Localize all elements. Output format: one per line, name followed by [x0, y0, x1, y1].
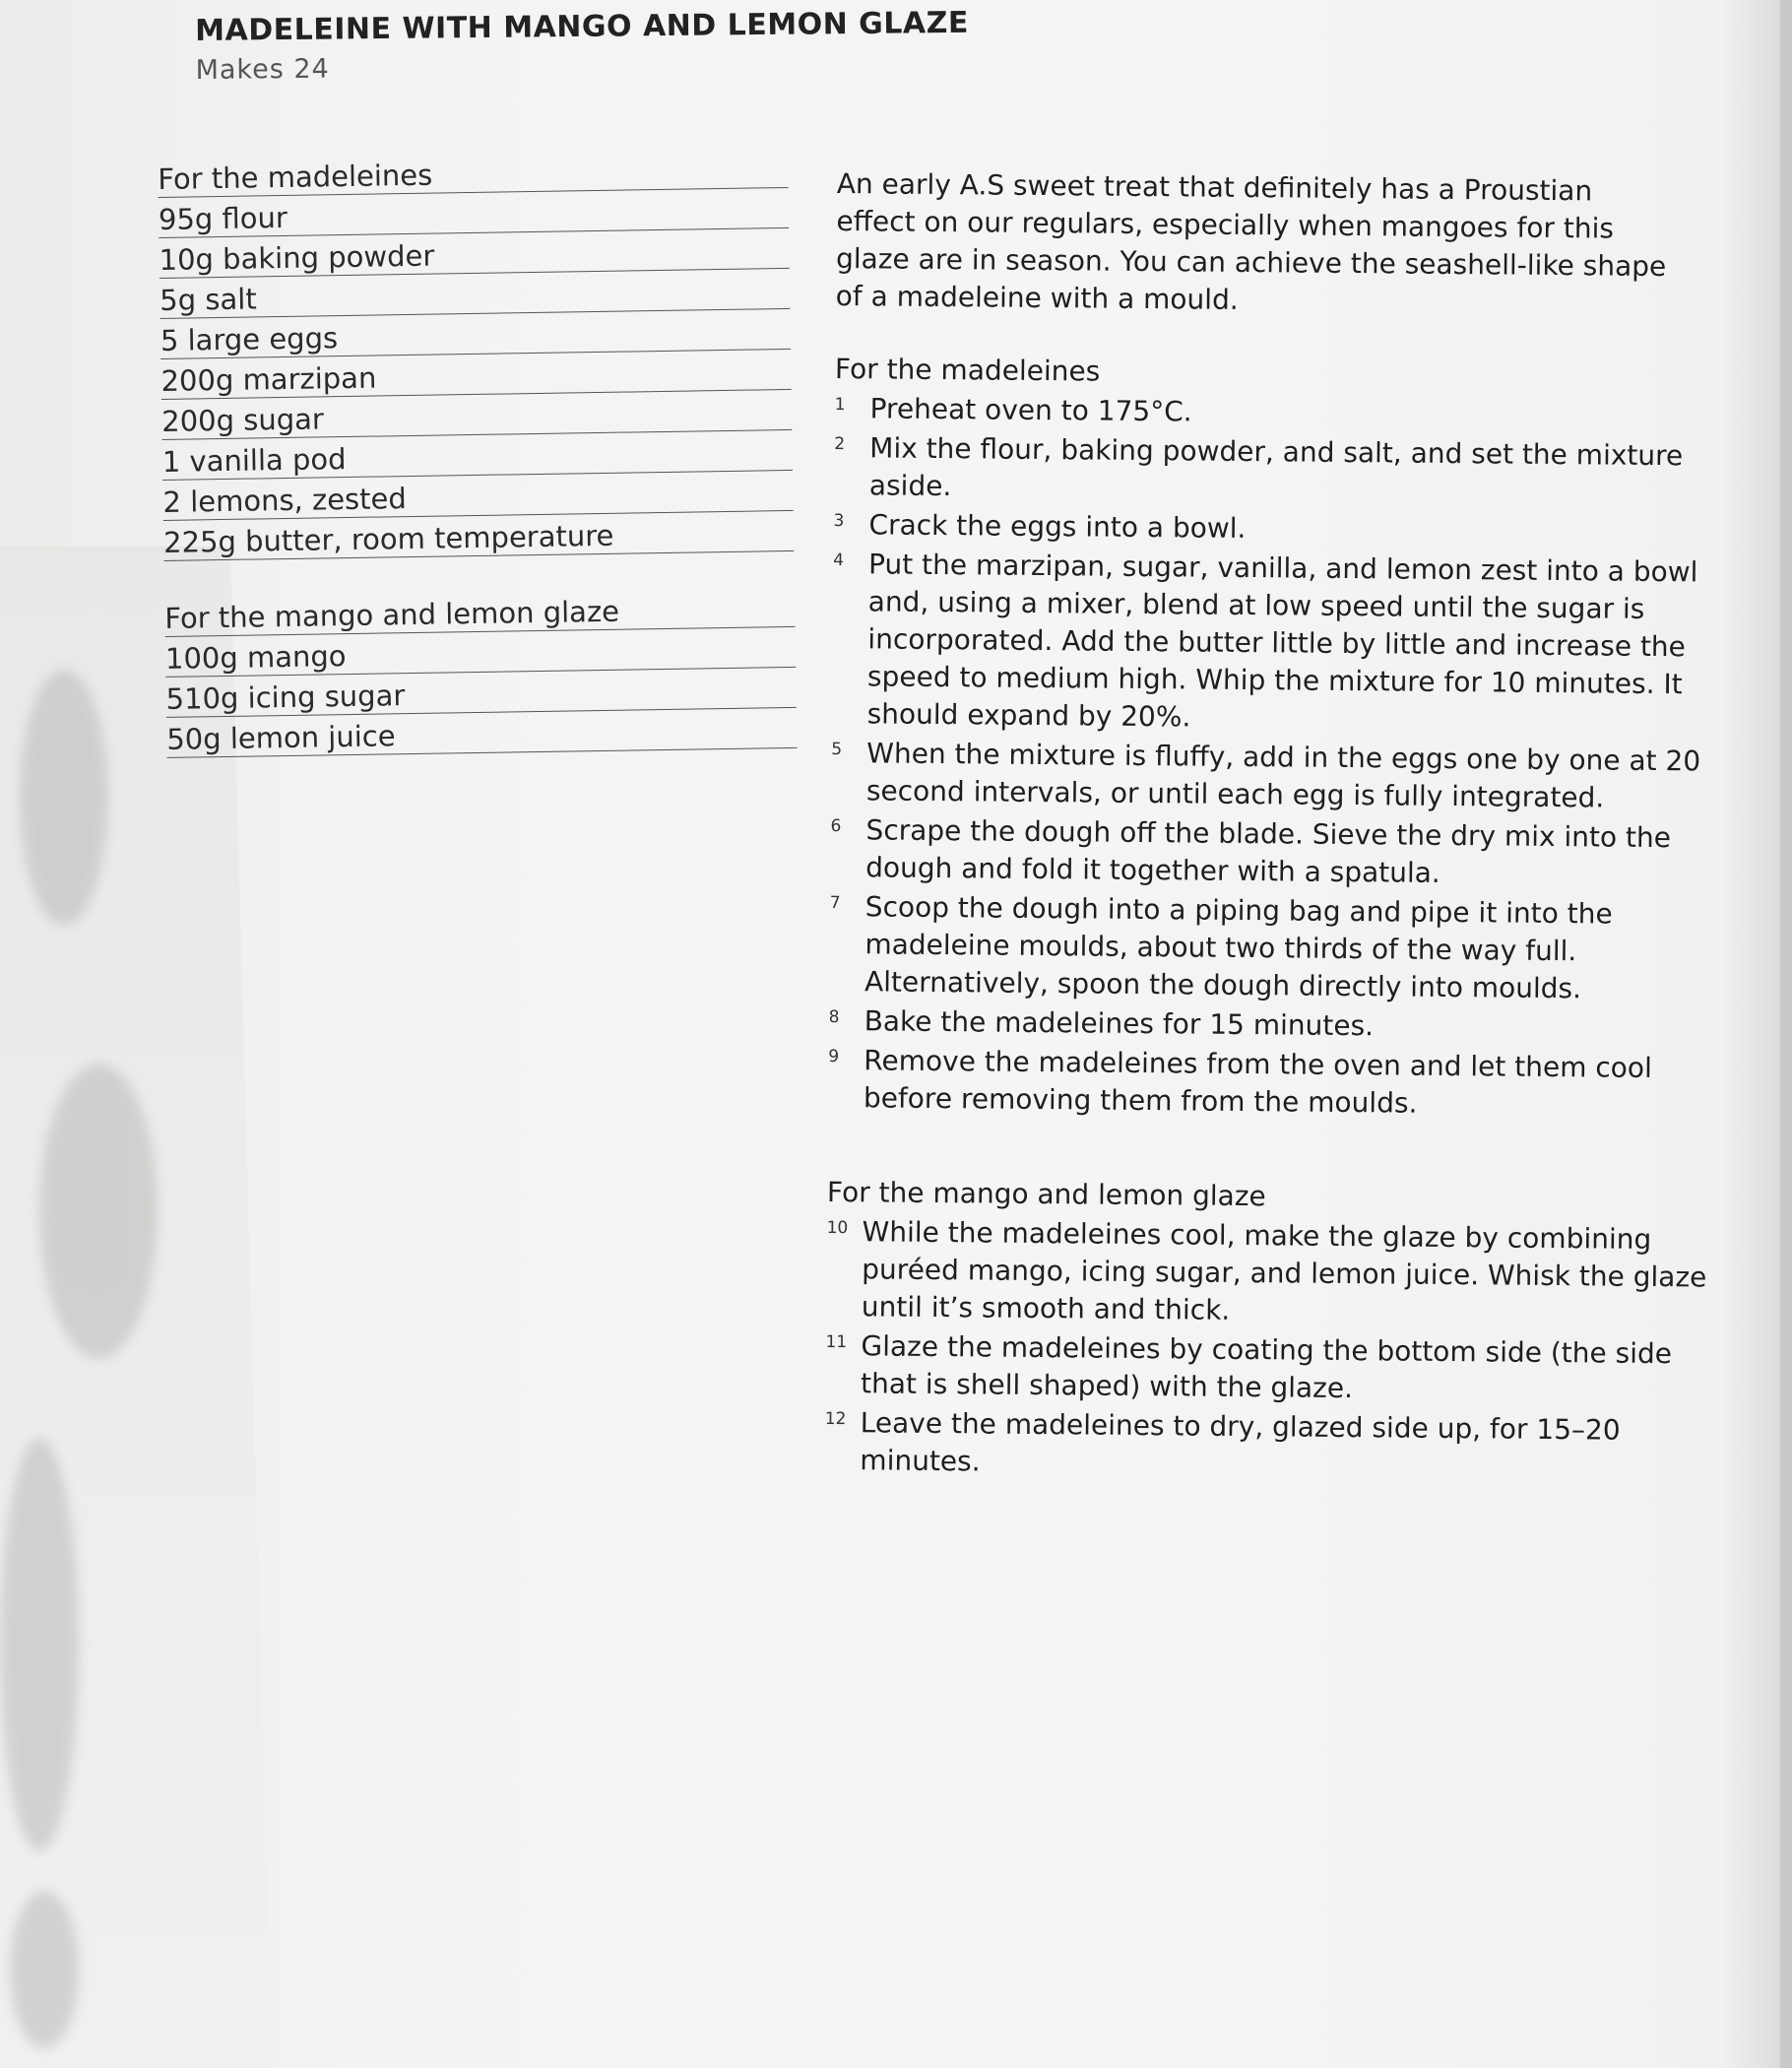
step-text: Mix the flour, baking powder, and salt, and set the mixture aside.	[868, 431, 1684, 503]
marble-vein	[0, 1438, 79, 1851]
ingredient-item: 50g lemon juice	[166, 708, 798, 758]
ingredients-glaze	[164, 587, 797, 758]
method-heading-madeleines: For the madeleines	[834, 352, 1101, 388]
ingredients-madeleines	[158, 148, 794, 561]
method-step	[825, 1327, 1712, 1411]
ingredient-item: 2 lemons, zested	[162, 471, 794, 521]
step-number: 1	[834, 394, 846, 416]
step-text: Scoop the dough into a piping bag and pipe it into the madeleine moulds, about two thirds of the way full. Alternatively, spoon the dough directly into moulds.	[864, 890, 1613, 1005]
step-number: 2	[834, 433, 846, 455]
recipe-header	[195, 4, 969, 86]
page-gutter-shadow	[1780, 0, 1792, 2068]
method-steps-glaze	[824, 1213, 1713, 1488]
step-number: 5	[831, 739, 843, 760]
ingredient-item: 225g butter, room temperature	[163, 511, 795, 561]
ingredient-item: 5 large eggs	[160, 309, 792, 359]
method-step	[833, 506, 1719, 552]
ingredient-item: 510g icing sugar	[165, 668, 797, 718]
ingredient-item: 200g marzipan	[160, 350, 792, 400]
step-text: Glaze the madeleines by coating the bottom side (the side that is shell shaped) with the glaze.	[860, 1329, 1673, 1405]
ingredients-list	[158, 148, 798, 758]
marble-vein	[39, 1064, 158, 1359]
ingredients-heading: For the madeleines	[158, 148, 789, 198]
method-step	[834, 429, 1721, 513]
method-step	[828, 1002, 1714, 1049]
method-heading-glaze: For the mango and lemon glaze	[826, 1175, 1266, 1213]
method-step	[834, 390, 1720, 436]
step-text: Put the marzipan, sugar, vanilla, and lemon zest into a bowl and, using a mixer, blend at low speed until the sugar is incorporated. Add the butter little by little and increase the speed to medium high. Whip the mixture for 10 minutes. It should expand by 20%.	[866, 548, 1698, 734]
step-number: 6	[830, 815, 842, 837]
step-text: While the madeleines cool, make the glaze by combining puréed mango, icing sugar, and lemon juice. Whisk the glaze until it’s smooth and thick.	[861, 1215, 1707, 1326]
step-number: 9	[828, 1046, 840, 1067]
step-text: Preheat oven to 175°C.	[869, 392, 1192, 428]
marble-vein	[10, 1891, 79, 2048]
step-text: Bake the madeleines for 15 minutes.	[864, 1004, 1375, 1043]
method-step	[829, 888, 1716, 1009]
ingredient-item: 200g sugar	[161, 390, 793, 440]
step-text: Remove the madeleines from the oven and let them cool before removing them from the moulds.	[863, 1044, 1652, 1120]
step-number: 8	[828, 1006, 840, 1028]
method-step	[830, 811, 1717, 895]
ingredient-item: 10g baking powder	[159, 228, 790, 279]
ingredients-heading: For the mango and lemon glaze	[164, 587, 796, 637]
method-step	[831, 546, 1719, 742]
ingredient-item: 95g flour	[159, 188, 790, 238]
step-number: 12	[824, 1408, 847, 1430]
method-steps-madeleines	[828, 390, 1721, 1126]
ingredient-item: 100g mango	[165, 627, 797, 678]
method-step	[826, 1213, 1713, 1334]
step-number: 4	[833, 549, 845, 571]
ingredient-item: 1 vanilla pod	[162, 430, 794, 481]
step-text: Crack the eggs into a bowl.	[868, 508, 1247, 546]
step-text: Scrape the dough off the blade. Sieve the dry mix into the dough and fold it together with a spatula.	[865, 813, 1672, 889]
step-number: 3	[833, 510, 845, 532]
marble-photo	[0, 551, 295, 2068]
recipe-intro: An early A.S sweet treat that definitely has a Proustian effect on our regulars, especially when mangoes for this glaze are in season. You can achieve the seashell-like shape of a madeleine with a mould.	[835, 166, 1667, 316]
method-step	[824, 1404, 1711, 1488]
method-column	[824, 165, 1723, 1545]
method-step	[828, 1042, 1715, 1126]
ingredient-item: 5g salt	[160, 269, 791, 319]
recipe-title: MADELEINE WITH MANGO AND LEMON GLAZE	[195, 5, 970, 48]
step-number: 10	[826, 1217, 849, 1239]
step-text: Leave the madeleines to dry, glazed side up, for 15–20 minutes.	[860, 1406, 1621, 1478]
step-text: When the mixture is fluffy, add in the eggs one by one at 20 second intervals, or until each egg is fully integrated.	[865, 737, 1701, 814]
step-number: 7	[829, 892, 841, 914]
step-number: 11	[825, 1331, 848, 1353]
recipe-yield: Makes 24	[195, 53, 330, 86]
marble-vein	[20, 670, 108, 926]
method-step	[831, 735, 1718, 818]
